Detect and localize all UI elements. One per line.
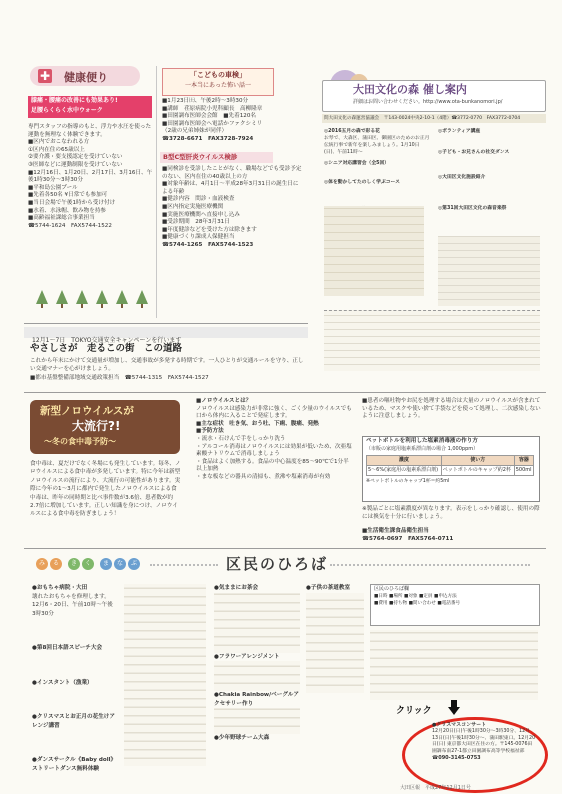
hepatitis-line: ■健康づくり課成人保健担当 bbox=[162, 234, 235, 241]
noro-tel: ☎5764-0697 FAX5764-0711 bbox=[362, 536, 454, 542]
hiroba-column-5 bbox=[370, 630, 538, 700]
page-footer: 大田区報 平成27年12月1日号 bbox=[400, 785, 471, 791]
chlorine-table bbox=[366, 455, 534, 476]
health-line: ■平和島公園プール bbox=[28, 184, 78, 191]
cultural-notes bbox=[324, 310, 540, 371]
cultural-header bbox=[322, 80, 546, 112]
legend-item: ■電話番号 bbox=[437, 601, 461, 606]
hiroba-tag: み bbox=[36, 558, 48, 570]
hepatitis-line: ■年度健診などを受けた方は除きます bbox=[162, 226, 257, 233]
hiroba-column-3 bbox=[214, 584, 300, 743]
chlorine-table-cell: 500ml bbox=[514, 466, 533, 476]
tree-icon bbox=[76, 290, 88, 304]
health-line: ■先着各50名 ¥日常でも参加可 bbox=[28, 192, 108, 199]
chlorine-table-header: 容器 bbox=[514, 456, 533, 466]
cultural-section bbox=[314, 66, 546, 388]
hiroba-item: ●Chakia Rainbow/ベーグルアクセサリー作り bbox=[214, 692, 299, 707]
chlorine-table-subtitle: （市販の家庭用塩素系漂白剤の場合 1,000ppm） bbox=[366, 446, 479, 452]
noro-title-2: 大流行?! bbox=[72, 419, 121, 433]
health-section bbox=[22, 62, 152, 322]
concert-body: 12月20日(日)午後1時30分～3時30分、12月13日(日)午後1時30分～、蒲田駅東口。12月20日(日) 東京都大田区在住の方。〒145-0076田園調布南27-1都立田園調布高等学校福祉部 bbox=[432, 729, 536, 754]
cultural-item: ◎2016五月の森で彩る花 bbox=[324, 129, 380, 134]
down-arrow-icon bbox=[448, 700, 460, 714]
health-line: 専門スタッフの指導のもと、浮力や水圧を使った運動を無理なく体験できます。 bbox=[28, 124, 152, 138]
hiroba-item: ●ダンスサークル《Baby doll》ストリートダンス無料体験 bbox=[32, 757, 114, 772]
tree-icon bbox=[36, 290, 48, 304]
health-line: ■水着、水泳帽、飲み物を持参 bbox=[28, 207, 107, 214]
noro-body: 食中毒は、夏だけでなく冬場にも発生しています。毎冬、ノロウイルスによる食中毒が多発しています。特に今年は新型ノロウイルスの流行により、大流行の可能性があります。実際に今年の1～3月に都内で発生したノロウイルスによる食中毒は、昨年の同時期と比べ事件数が3.6倍、患者数が約2.7倍に増加しています。正しい知識を身につけ、ノロウイルスによる食中毒を防ぎましょう！ bbox=[30, 461, 181, 518]
health-highlight-2: 足腰らくらく水中ウォーク bbox=[31, 107, 103, 114]
hiroba-legend-title: 区民のひろば欄 bbox=[374, 586, 410, 592]
legend-item: ■定員 bbox=[419, 594, 433, 599]
cultural-list-left bbox=[324, 128, 432, 213]
hiroba-tag: き bbox=[68, 558, 80, 570]
hiroba-top-rule bbox=[24, 548, 546, 549]
traffic-body: これから年末にかけて交通量が増加し、交通事故が多発する時期です。一人ひとりが交通ルールを守り、正しい交通マナーを心がけましょう。 bbox=[30, 358, 304, 372]
cultural-item: ◎子ども・お兄さんの社交ダンス bbox=[438, 150, 510, 155]
checkup-body bbox=[162, 98, 302, 144]
checkup-line: （2歳の兄弟姉妹が同伴） bbox=[162, 128, 228, 135]
hepatitis-line: ■区内指定実施医療機関 bbox=[162, 203, 224, 210]
concert-entry[interactable] bbox=[432, 722, 536, 762]
legend-item: ■申込方法 bbox=[434, 594, 457, 599]
hepatitis-line: ■健診内容 問診・血液検査 bbox=[162, 196, 235, 203]
noro-qa bbox=[196, 398, 354, 482]
health-line: ③医師などに運動制限を受けていない bbox=[28, 161, 123, 168]
hiroba-column-2 bbox=[124, 584, 206, 766]
tree-icon bbox=[136, 290, 148, 304]
hepatitis-line: ■受診期間 28年3月31日 bbox=[162, 219, 230, 226]
health-line: ■高齢福祉課総合事業担当 bbox=[28, 215, 95, 222]
hiroba-item: ●少年野球チーム大森 bbox=[214, 735, 270, 741]
cultural-address: 問大田文化の森運営協議会 〒143-0024中央2-10-1（4階）☎3772-0770 FAX3772-0704 bbox=[322, 114, 546, 123]
legend-item: ■場所 bbox=[389, 594, 403, 599]
hiroba-tag: く bbox=[82, 558, 94, 570]
hiroba-tag: ぶ bbox=[128, 558, 140, 570]
chlorine-table-cell: ペットボトルのキャップ約2杯 bbox=[441, 466, 514, 476]
noro-qa-line: ■主な症状 吐き気、おう吐、下痢、腹痛、発熱 bbox=[196, 420, 319, 427]
cultural-title: 大田文化の森 催し案内 bbox=[353, 83, 467, 96]
health-highlight bbox=[28, 96, 152, 118]
hiroba-column-4 bbox=[306, 584, 364, 693]
cultural-item: お琴で、大森区、蒲田区、御園区のためのお正月 bbox=[324, 136, 430, 141]
chlorine-table-box bbox=[362, 436, 540, 502]
chlorine-table-note: ※ペットボトルのキャップ1杯＝約5ml bbox=[366, 479, 450, 484]
hiroba-tag: ま bbox=[100, 558, 112, 570]
hepatitis-line: ■対象年齢は、4月1日～平成28年3月31日の誕生日による年齢 bbox=[162, 181, 299, 195]
hiroba-item: ●インスタント（漁業） bbox=[32, 679, 93, 686]
traffic-headline: やさしさが 走るこの街 この道路 bbox=[30, 343, 183, 354]
health-line: ②要介護・要支援認定を受けていない bbox=[28, 154, 123, 161]
checkup-line: ■田園調布医師会へ電話かファクシミリ bbox=[162, 120, 263, 127]
hepatitis-line: ■実施医療機関へ直接申し込み bbox=[162, 211, 241, 218]
click-label: クリック bbox=[396, 706, 432, 716]
cultural-item: ◎第31回大田区文化の森音楽祭 bbox=[438, 206, 507, 211]
noro-qa-line: ・まな板などの器具の清掃も、煮沸や塩素消毒が有効 bbox=[196, 473, 331, 480]
chlorine-table-title: ペットボトルを利用した塩素消毒液の作り方 bbox=[366, 438, 478, 444]
cultural-photo bbox=[324, 206, 424, 296]
health-line: ■12月16日、1月20日、2月17日、3月16日、午後1時30分～3時30分 bbox=[28, 169, 153, 184]
checkup-section bbox=[160, 66, 310, 322]
hiroba-item: ●第8回日本語スピーチ大会 bbox=[32, 645, 103, 651]
health-title: 健康便り bbox=[64, 71, 108, 84]
health-body bbox=[28, 124, 154, 230]
traffic-contact: ■都市基盤整備部地域交通政策担当 ☎5744-1315 FAX5744-1527 bbox=[30, 375, 209, 381]
column-divider bbox=[156, 66, 157, 318]
noro-note: ※製品ごとに塩素濃度が異なります。表示をしっかり確認し、使用の際には換気を十分に行いましょう。 bbox=[362, 506, 540, 520]
hepatitis-line: ☎5744-1265 FAX5744-1523 bbox=[162, 241, 254, 248]
tree-icon bbox=[56, 290, 68, 304]
health-highlight-1: 膝痛・腰痛の改善にも効果あり! bbox=[31, 97, 118, 104]
noro-qa-line: ・流水・石けんで手をしっかり洗う bbox=[196, 435, 286, 442]
cultural-text-block bbox=[438, 236, 540, 306]
hiroba-legend bbox=[370, 584, 540, 626]
health-line: ①区内在住の65歳以上 bbox=[28, 146, 85, 153]
cultural-list-right bbox=[438, 128, 542, 212]
hiroba-title-dash bbox=[150, 564, 218, 566]
traffic-top-rule bbox=[24, 323, 308, 324]
cultural-url: 詳細はお問い合わせください。http://www.ota-bunkanomori.jp/ bbox=[353, 99, 503, 105]
chlorine-table-header: 濃度 bbox=[367, 456, 442, 466]
noro-qa-line: ノロウイルスは感染力が非常に強く、ごく少量のウイルスでも口から体内に入ることで発症します。 bbox=[196, 405, 352, 420]
legend-item: ■問い合わせ bbox=[408, 601, 436, 606]
hiroba-banner bbox=[30, 554, 540, 576]
concert-tel: ☎090-3145-0753 bbox=[432, 755, 481, 762]
legend-item: ■持ち物 bbox=[389, 601, 408, 606]
hiroba-item: ●フラワーアレンジメント bbox=[214, 653, 280, 660]
cultural-item: 伝統行事で新年を楽しみましょう。1月10日(日)、午前11時～ bbox=[324, 143, 420, 155]
noro-subtitle: ～冬の食中毒予防～ bbox=[44, 437, 116, 446]
checkup-heading-1: 「こどもの車検」 bbox=[190, 71, 246, 79]
health-line: ■当日会場で午後1時から受け付け bbox=[28, 199, 116, 206]
noro-title-box bbox=[30, 400, 180, 454]
checkup-heading-box bbox=[162, 68, 274, 96]
hiroba-tag: る bbox=[50, 558, 62, 570]
hiroba-item: ●おもちゃ病院・大田 bbox=[32, 585, 88, 591]
cultural-item: ◎体を動かしてたのしく学ぶコース bbox=[324, 180, 400, 185]
noro-right-text: ■患者の嘔吐物やお尻を処理する場合は大量のノロウイルスが含まれているため、マスクや使い捨て手袋などを使って処理し、二次感染しないように注意しましょう。 bbox=[362, 398, 541, 420]
health-line: ☎5744-1624 FAX5744-1522 bbox=[28, 222, 112, 229]
legend-item: ■対象 bbox=[404, 594, 418, 599]
health-title-banner bbox=[30, 66, 140, 86]
chlorine-table-cell: 5～6%(家庭用の塩素系漂白剤) bbox=[367, 466, 442, 476]
hiroba-title: 区民のひろば bbox=[226, 555, 329, 573]
legend-item: ■日時 bbox=[374, 594, 388, 599]
cultural-item: ◎大田区文化施設紹介 bbox=[438, 175, 486, 180]
hiroba-item: 壊れたおもちゃを修理します。12月6・20日、午前10時～午後3時30分 bbox=[32, 593, 113, 617]
tree-icon bbox=[116, 290, 128, 304]
noro-qa-line: ・アルコール消毒はノロウイルスには効果が低いため、次亜塩素酸ナトリウムで消毒しましょう bbox=[196, 443, 352, 458]
hiroba-item: ●気ままにお茶会 bbox=[214, 585, 259, 591]
noro-qa-line: ■ノロウイルスとは？ bbox=[196, 398, 252, 404]
noro-top-rule bbox=[24, 392, 546, 393]
checkup-line: ■1月23日㈯、午後2時～3時30分 bbox=[162, 98, 249, 104]
traffic-band-text: 12月1～7日 TOKYO交通安全キャンペーンを行います bbox=[32, 337, 182, 344]
noro-contact: ■生活衛生課食品衛生担当 bbox=[362, 528, 429, 534]
cross-icon: ✚ bbox=[39, 69, 51, 83]
hiroba-tag: な bbox=[114, 558, 126, 570]
checkup-line: ■講師 荏原病院小児科顧長 高柳隆章 bbox=[162, 105, 263, 112]
health-line: ■区内でおこなわれる方 bbox=[28, 139, 90, 146]
hepatitis-body bbox=[162, 166, 304, 250]
hiroba-item: ●子供の茶道教室 bbox=[306, 585, 351, 591]
hiroba-title-dash bbox=[330, 564, 530, 566]
cultural-item: ◎シニア対応講習会（全5回） bbox=[324, 161, 390, 166]
legend-item: ■費用 bbox=[374, 601, 388, 606]
traffic-band bbox=[24, 327, 308, 344]
chlorine-table-header: 使い方 bbox=[441, 456, 514, 466]
hiroba-column-1 bbox=[32, 584, 116, 773]
checkup-line: ☎3728-6671 FAX3728-7924 bbox=[162, 135, 254, 142]
hepatitis-line: ■同検診を受診したことがなく、職場などでも受診予定のない、区内在住の40歳以上の方 bbox=[162, 166, 302, 180]
tree-icon bbox=[96, 290, 108, 304]
checkup-line: ■田園調布医師会会館 ■先着120名 bbox=[162, 113, 256, 120]
cultural-item: ◎ボランティア講座 bbox=[438, 129, 481, 134]
hiroba-item: ●クリスマスとお正月の花生けアレンジ講習 bbox=[32, 714, 115, 729]
noro-title-1: 新型ノロウイルスが bbox=[40, 405, 134, 417]
noro-qa-line: ・食品はよく加熱する。食品の中心温度を85～90℃で1分半以上加熱 bbox=[196, 458, 349, 473]
noro-qa-line: ■予防方法 bbox=[196, 428, 224, 435]
concert-title: ●クリスマスコンサート bbox=[432, 722, 487, 728]
checkup-heading-2: 一本当にあった怖い話一 bbox=[185, 82, 251, 89]
hepatitis-title: B型C型肝炎ウイルス検診 bbox=[160, 152, 273, 163]
